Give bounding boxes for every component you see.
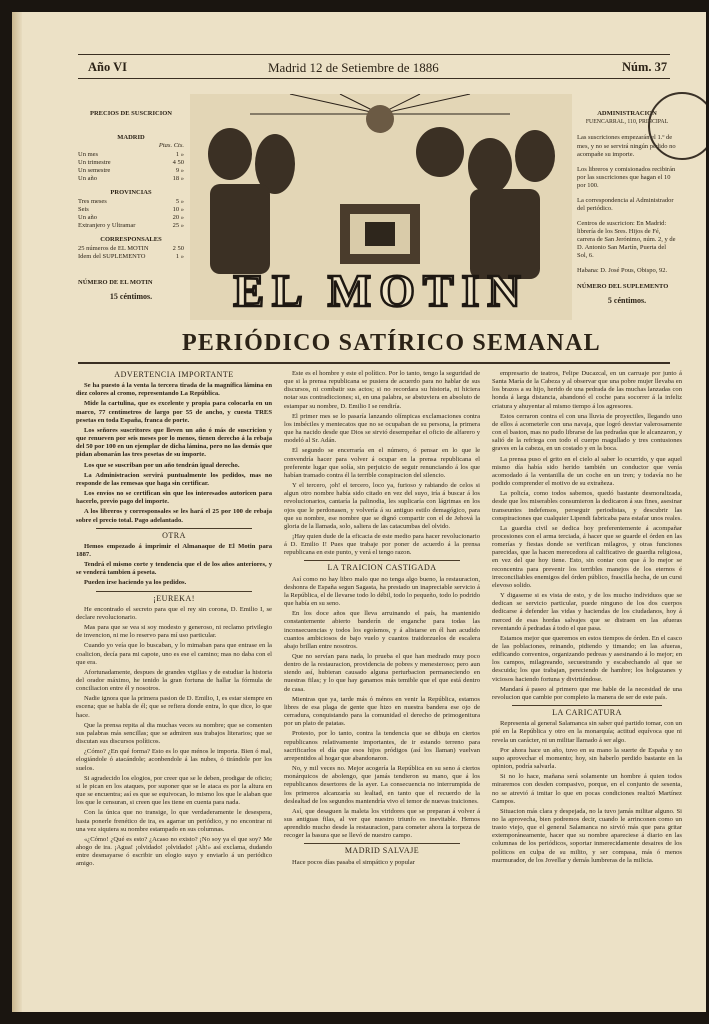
provincias-cell: 10 » bbox=[172, 205, 184, 213]
provincias-row bbox=[78, 198, 184, 206]
caricatura-heading: LA CARICATURA bbox=[552, 708, 622, 718]
madrid-salvaje-heading: MADRID SALVAJE bbox=[344, 846, 420, 856]
corresponsales-table bbox=[78, 245, 184, 261]
paragraph: Los envíos no se certifican sin que los interesados autoricen para hacerlo, previo pago del importe. bbox=[76, 490, 272, 506]
paragraph: Que la prensa repita al dia muchas veces su nombre; que se comenten sus palabras más sencillas; que se admiren sus trabajos literarios; que se discutan sus discursos políticos. bbox=[76, 721, 272, 746]
newspaper-page bbox=[12, 12, 706, 1012]
madrid-table bbox=[78, 151, 184, 184]
corresponsales-cell: Idem del SUPLEMENTO bbox=[78, 252, 146, 260]
provincias-cell: 5 » bbox=[175, 197, 184, 205]
madrid-label: MADRID bbox=[117, 134, 145, 142]
column2-body bbox=[284, 370, 480, 557]
madrid-row bbox=[78, 159, 184, 167]
masthead-number: Núm. 37 bbox=[622, 60, 668, 74]
subscription-prices bbox=[78, 110, 184, 301]
madrid-cell: 4 50 bbox=[172, 158, 184, 166]
paragraph: Protesto, por lo tanto, contra la tendencia que se dibuja en ciertos republicanos relativamente importantes, de ir estando terreno para sacrificarlos el día que esos hijos pródigos (así los llaman) vuelvan arrepentidos al hogar que abandonaron. bbox=[284, 730, 480, 762]
paragraph: Mide la cartulina, que es excelente y propia para colocarla en un marco, 77 centímetros de largo por 55 de ancho, y cuesta TRES pesetas en toda España, franca de porte. bbox=[76, 400, 272, 424]
paragraph: La correspondencia al Administrador del periódico. bbox=[577, 196, 674, 212]
paragraph: Si no lo hace, mañana será solamente un hombre á quien todos miraremos con desden compasivo, porque, en el conjunto de sesenta, no se atrevió á imitar lo que en pocas condiciones realizó Martínez Campos. bbox=[492, 773, 682, 805]
paragraph: Y el tercero, ¡oh! el tercero, loco ya, furioso y rabiando de celos si algun otro nombre había sido citado en vez del suyo, iría á buscar á los revolucionarios, cantaría la palinodia, les suplicaría con lágrimas en los ojos que le perdonasen, y volvería á su antiguo estilo demagógico, para que su nombre, ese nombre que se dignó compartir con el de Jehová la gloria de la llamada, solo, saliera de las catacumbas del olvido. bbox=[284, 482, 480, 530]
paragraph: Y digaseme si es vista de esto, y de los mucho individuos que se dedican se servicio particular, puede ninguno de los dos cuerpos dedicarse á defender las vidas y haciendas de los ciudadanos, hoy á merced de esas hordas salvajes que se distraen en las afueras reventando á pedradas á todo el que pasa. bbox=[492, 592, 682, 632]
provincias-table bbox=[78, 198, 184, 231]
paragraph: Los que se suscriban por un año tendrán igual derecho. bbox=[84, 461, 240, 469]
rule bbox=[96, 528, 252, 529]
column-2 bbox=[284, 370, 480, 1008]
paragraph: Así, que desaguen la maleta los viridores que se preparan á volver á sus antiguas filas, al ver que nuestro triunfo es inevitable. Hemos aprendido mucho desde la restauracion, para cometer ahora la torpeza de recoger la basura que se llevó de nuestro campo. bbox=[284, 807, 480, 840]
eureka-heading: ¡EUREKA! bbox=[153, 593, 195, 603]
rule bbox=[304, 560, 460, 561]
admin-address: FUENCARRAL, 110, PRINCIPAL bbox=[585, 119, 669, 126]
subtitle: PERIÓDICO SATÍRICO SEMANAL bbox=[182, 330, 601, 356]
otra-body bbox=[76, 543, 272, 588]
paragraph: En los doce años que lleva arruinando el país, ha mantenido constantemente abierto banderín de enganche para todas las inconsecuencias y todos los egoísmos, y á alistarse en él han acudido cuantos ambiciosos de bajo vuelo y cuantos traidorzuelos de escalera abajo brillan entre nosotros. bbox=[284, 610, 480, 650]
paragraph: ¡Hay quien dude de la eficacia de este medio para hacer revolucionario á D. Emilio I! Pues que trabaje por poner de acuerdo á la prensa republicana en este punto, y verá el tengo razon. bbox=[284, 532, 480, 557]
paragraph: Mas para que se vea si soy modesto y generoso, ni reclamo privilegio de invencion, ni me lo reservo para mí uso particular. bbox=[76, 624, 272, 640]
provincias-cell: Seis bbox=[78, 205, 89, 213]
madrid-cell: Un mes bbox=[78, 150, 99, 158]
prices-header: PRECIOS DE SUSCRICION bbox=[90, 110, 172, 117]
provincias-row bbox=[78, 222, 184, 230]
paragraph: Habana: D. José Pous, Obispo, 92. bbox=[577, 267, 668, 275]
column3-body bbox=[492, 370, 682, 702]
provincias-row bbox=[78, 206, 184, 214]
otra-heading: OTRA bbox=[162, 530, 186, 540]
masthead-date: Madrid 12 de Setiembre de 1886 bbox=[268, 60, 439, 75]
madrid-cell: 1 » bbox=[175, 150, 184, 158]
paragraph: La guardia civil se dedica hoy preferentemente á acompañar procesiones con el arma terciada, á hacer que se guarde el órden en las romerías y fiestas donde se verifican milagros, y otras funciones parecidas, que la hacen merecedora al calificativo de guardia religiosa, en vez del que hoy tiene. Esto, sin contar con que á lo mejor se reconcentra para prevenir los terribles manejos de los eternos é irreconciliables enemigos del órden público, frascilla hecha, de un cursi elevoso solido. bbox=[492, 524, 682, 589]
paragraph: La prensa puso el grito en el cielo al saber lo ocurrido, y que aquel mismo día había sido herido también un conductor que venía acomodado á la ventanilla de un coche en un tren; y todavía no he podido comprender el motivo de su extrañeza. bbox=[492, 455, 682, 488]
masthead-year: Año VI bbox=[88, 60, 128, 74]
column-3 bbox=[492, 370, 682, 1008]
paragraph: Este es el hombre y este el político. Por lo tanto, tengo la seguridad de que si la prensa republicana se pusiera de acuerdo para no hablar de sus discursos, ni combatir sus actos; si no recordara su historia, ni hiciera notar sus contradicciones; si, en una palabra, se abstuviera en absoluto de estampar su nombre, D. Emilio I se rendiría. bbox=[284, 370, 480, 410]
madrid-row bbox=[78, 175, 184, 183]
madrid-row bbox=[78, 167, 184, 175]
paragraph: El primer mes se lo pasaría lanzando olímpicas exclamaciones contra los imbéciles y mentecatos que no se ocupaban de su persona, la primera que ha nacido desde que Dios se sirvió desempeñar el oficio de alfarero y modeló al Sr. Adán. bbox=[284, 412, 480, 445]
provincias-row bbox=[78, 214, 184, 222]
paragraph: Centros de suscricion: En Madrid: librería de los Sres. Hijos de Fé, carrera de San Jerónimo, núm. 2, y de D. Antonio San Martín, Puerta del Sol, 6. bbox=[577, 219, 676, 260]
provincias-cell: Tres meses bbox=[78, 197, 107, 205]
column-1 bbox=[76, 368, 272, 1008]
paragraph: Estos cerraron contra el con una lluvia de proyectiles, llegando uno de ellos á acometerle con una navaja, que logró desviar valerosamente con el baston, mas no pudo librarse de las pedradas que le alcanzaron, y salió de la refriega con todo el cuerpo magullado y tres contusiones graves en la cabeza, en un costado y en la boca. bbox=[492, 412, 682, 453]
cols-label: Ptas. Cts. bbox=[158, 142, 184, 150]
paragraph: Se ha puesto á la venta la tercera tirada de la magnífica lámina en diez colores al cromo, representando La República. bbox=[76, 382, 272, 398]
paragraph: He encontrado el secreto para que el rey sin corona, D. Emilio I, se declare revolucionario. bbox=[76, 605, 272, 621]
paragraph: Hemos empezado á imprimir el Almanaque de El Motin para 1887. bbox=[76, 542, 272, 558]
admin-notes bbox=[577, 134, 677, 275]
provincias-cell: 20 » bbox=[172, 214, 184, 222]
paragraph: Mientras que ya, tarde más ó ménos en venir la República, estamos libres de esa plaga de gente que hizo en nuestra bandera ese ojo de cerradura, conquistando para la comunidad el derecho de primogenitura por un plato de patatas. bbox=[284, 695, 480, 728]
madrid-cell: Un año bbox=[78, 175, 97, 183]
paragraph: Los señores suscritores que lleven un año ó más de suscricion y que renueven por seis meses por lo menos, tienen derecho á la rebaja del 50 por 100 en un ejemplar de dicha lámina, pero no las demás que pidan abonarán las tres pesetas de su importe. bbox=[76, 426, 272, 459]
provincias-cell: Un año bbox=[78, 214, 97, 222]
traicion-body bbox=[284, 576, 480, 841]
numero-label: NÚMERO DE EL MOTIN bbox=[78, 279, 153, 287]
madrid-salvaje-body bbox=[284, 859, 480, 867]
paragraph: Cuando yo veía que lo buscaban, y lo mimaban para que entrase en la coalicion, decía para mi capote, uno es ese el camino; mas no daba con el que era. bbox=[76, 642, 272, 666]
page-spine bbox=[12, 12, 22, 1012]
provincias-label: PROVINCIAS bbox=[110, 189, 152, 197]
paragraph: Afortunadamente, despues de grandes vigilias y de estudiar la historia del orador máximo, he tenido la gran fortuna de hallar la fórmula de conciliacion entre él y nosotros. bbox=[76, 668, 272, 693]
madrid-cell: 18 » bbox=[172, 175, 184, 183]
paragraph: Los libreros y comisionados recibirán por las suscriciones que hagan el 10 por 100. bbox=[577, 165, 676, 189]
provincias-cell: 25 » bbox=[172, 222, 184, 230]
madrid-row bbox=[78, 151, 184, 159]
paragraph: Así como no hay libro malo que no tenga algo bueno, la restauracion, deshonra de España segun Sagasta, ha prestado un inapreciable servicio á la República, el de llevarse todo lo débil, todo lo pequeño, todo lo podrido que había en su seno. bbox=[284, 575, 480, 608]
suplemento-label: NÚMERO DEL SUPLEMENTO bbox=[577, 283, 669, 291]
admin-header: ADMINISTRACION bbox=[597, 110, 657, 117]
advertencia-body bbox=[76, 382, 272, 525]
paragraph: Si agradecido los elogios, por creer que se le deben, prodigar de oficio; si le pican en los ataques, por suponer que se le ataca es por la altura en que se encuentra; así es que se equivocan, lo mismo los que le alaban que los que le censuran, si creen que les tiene en cuenta para nada. bbox=[76, 774, 272, 807]
paragraph: Hace pocos días pasaba el simpático y popular bbox=[292, 858, 415, 866]
paragraph: El segundo se encerraría en el número, ó pensar en lo que le convendría hacer para volver á ocupar en la prensa republicana el preferente lugar que solía, sin perjuicio de seguir renunciando á los que habían tramado contra él la terrible conspiracion del silencio. bbox=[284, 447, 480, 479]
paragraph: Por ahora hace un año, tuvo en su mano la suerte de España y no supo aprovechar el momento; hoy, sin haberlo perdido bastante en la opinion, podría salvarla. bbox=[492, 746, 682, 771]
rule bbox=[96, 591, 252, 592]
paragraph: Situacion más clara y despejada, no la tuvo jamás militar alguno. Si no la aprovecha, bien podremos decir, cuando le arrinconen como un trasto viejo, que el general Salamanca no sirvió más que para gritar extemporáneamente, hacer que su nombre apareciese á diario en las columnas de los periódicos, soportar inmerecidamente desaires de los políticos en culpa de su milito, y ser compasa, más ó menos murmurador, de los Jovellar y demás lumbreras de la milicia. bbox=[492, 807, 682, 864]
corresponsales-row bbox=[78, 253, 184, 261]
paragraph: Que no servían para nada, lo prueba el que han medrado muy poco dentro de la restauracion, providencia de pobres y menesteroso; pero aun siendo así, hubieran causado alguna perturbacion permaneciendo en nuestras filas; y lo que hay ganamos más temible que el que está dentro de casa. bbox=[284, 653, 480, 693]
madrid-cell: Un trimestre bbox=[78, 158, 111, 166]
corresponsales-cell: 2 50 bbox=[172, 244, 184, 252]
paragraph: Pueden irse haciendo ya los pedidos. bbox=[84, 579, 187, 587]
top-rule bbox=[78, 54, 670, 55]
paragraph: A los libreros y corresponsales se les hará el 25 por 100 de rebaja sobre el precio total. Pago adelantado. bbox=[76, 508, 272, 524]
paragraph: Tendrá el mismo corte y tendencia que el de los años anteriores, y se venderá tambien á peseta. bbox=[76, 561, 272, 577]
provincias-cell: Extranjero y Ultramar bbox=[78, 222, 136, 230]
paragraph: Mandará á paseo al primero que me hable de la necesidad de una revolucion que cambie por completo la manera de ser de este país. bbox=[492, 685, 682, 701]
paragraph: Estamos mejor que queremos en estos tiempos de órden. En el casco de las poblaciones, reinando, pidiendo y timando; en las afueras, edificando conventos, organizando pedreas y asesinando á lo mejor; en los campos, milagreando, secuestrando y escabechando al que se descuida; los que trabajan, pereciendo de hambre; los holgazanes y viciosos haciendo fortuna y divirtiéndose. bbox=[492, 634, 682, 683]
rule bbox=[512, 705, 662, 706]
madrid-cell: 9 » bbox=[175, 167, 184, 175]
madrid-cell: Un semestre bbox=[78, 167, 111, 175]
suplemento-price: 5 céntimos. bbox=[607, 296, 647, 306]
rule bbox=[304, 843, 460, 844]
advertencia-heading: ADVERTENCIA IMPORTANTE bbox=[114, 370, 234, 379]
masthead-rule bbox=[78, 78, 670, 79]
numero-price: 15 céntimos. bbox=[109, 292, 153, 302]
el-motin-illustration bbox=[190, 94, 572, 320]
el-motin-logo: EL MOTIN bbox=[233, 265, 529, 316]
corresponsales-cell: 1 » bbox=[175, 252, 184, 260]
traicion-heading: LA TRAICION CASTIGADA bbox=[327, 563, 437, 573]
corresponsales-row bbox=[78, 245, 184, 253]
paragraph: Nadie ignora que la primera pasion de D. Emilio, I, es estar siempre en escena; que se habla de él; que se refiera donde entra, lo que dice, lo que hace. bbox=[76, 695, 272, 719]
paragraph: ¿Cómo? ¿En qué forma? Esto es lo que ménos le importa. Bien ó mal, elogiándole ó atacándole; aconbendole á las nubes, ó tirándole por los suelos. bbox=[76, 748, 272, 772]
paragraph: «¿Cómo! ¿Qué es esto? ¿Acaso no existo? ¡No soy ya el que soy? Me ahogo de ira. ¡Agua! ¡olvidado! ¡olvidado! ¡Ah!» así exclama, dudando entre desmayarse ó escribir un elogio suyo y enviarlo á un periódico amigo. bbox=[76, 835, 272, 868]
paragraph: La Administracion servirá puntualmente los pedidos, mas no responde de las remesas que haga sin certificar. bbox=[76, 471, 272, 487]
paragraph: empresario de teatros, Felipe Ducazcal, en un carruaje por junto á Santa María de la Cabeza y al observar que una pobre mujer llevaba en los brazos a su hijo, herido de una pedrada de las muchas lanzadas con honda á larga distancia, abandonó el coche para socorrer á la infeliz criatura y ahuyentar al mismo tiempo á los agresores. bbox=[492, 370, 682, 410]
caricatura-body bbox=[492, 720, 682, 865]
paragraph: Con la única que no transige, lo que verdaderamente le desespera, hasta ponerle frenético de ira, es agarrar un periódico, y no encontrar ni una vez siquiera su nombre estampado en sus columnas. bbox=[76, 809, 272, 833]
paragraph: Representa al general Salamanca sin saber qué partido tomar, con un pié en la República y otro en la monarquía; actitud equívoca que ni revela un carácter, ni un militar llamado á ser algo. bbox=[492, 720, 682, 744]
paragraph: La policía, como todos sabemos, quedó bastante desmoralizada, desde que los miserables consumieron la dedicaron á sus fines, asesinar transeuntes indefensos, perseguir periodistas, y descubrir las conspiraciones que cualquier Lipendi fabricaba para estafar unos reales. bbox=[492, 490, 682, 522]
paragraph: No, y mil veces no. Mejor acogería la República en su seno á ciertos monárquicos de abolengo, que jamás tendieron su mano, que á los republicanos desertores de la ayer. La consecuencia no interrumpida de los primeros alcanzaría su lealtad, en tanto que el recuerdo de la deslealtad de los segundos mantendría vivo el temor de nuevas traiciones. bbox=[284, 765, 480, 805]
eureka-body bbox=[76, 606, 272, 869]
title-rule bbox=[78, 362, 670, 364]
corresponsales-cell: 25 números de EL MOTIN bbox=[78, 244, 149, 252]
corresponsales-label: CORRESPONSALES bbox=[100, 236, 162, 244]
paragraph: Las suscriciones empezarán el 1.º de mes, y no se servirá ningún pedido no acompañe su importe. bbox=[577, 134, 676, 158]
